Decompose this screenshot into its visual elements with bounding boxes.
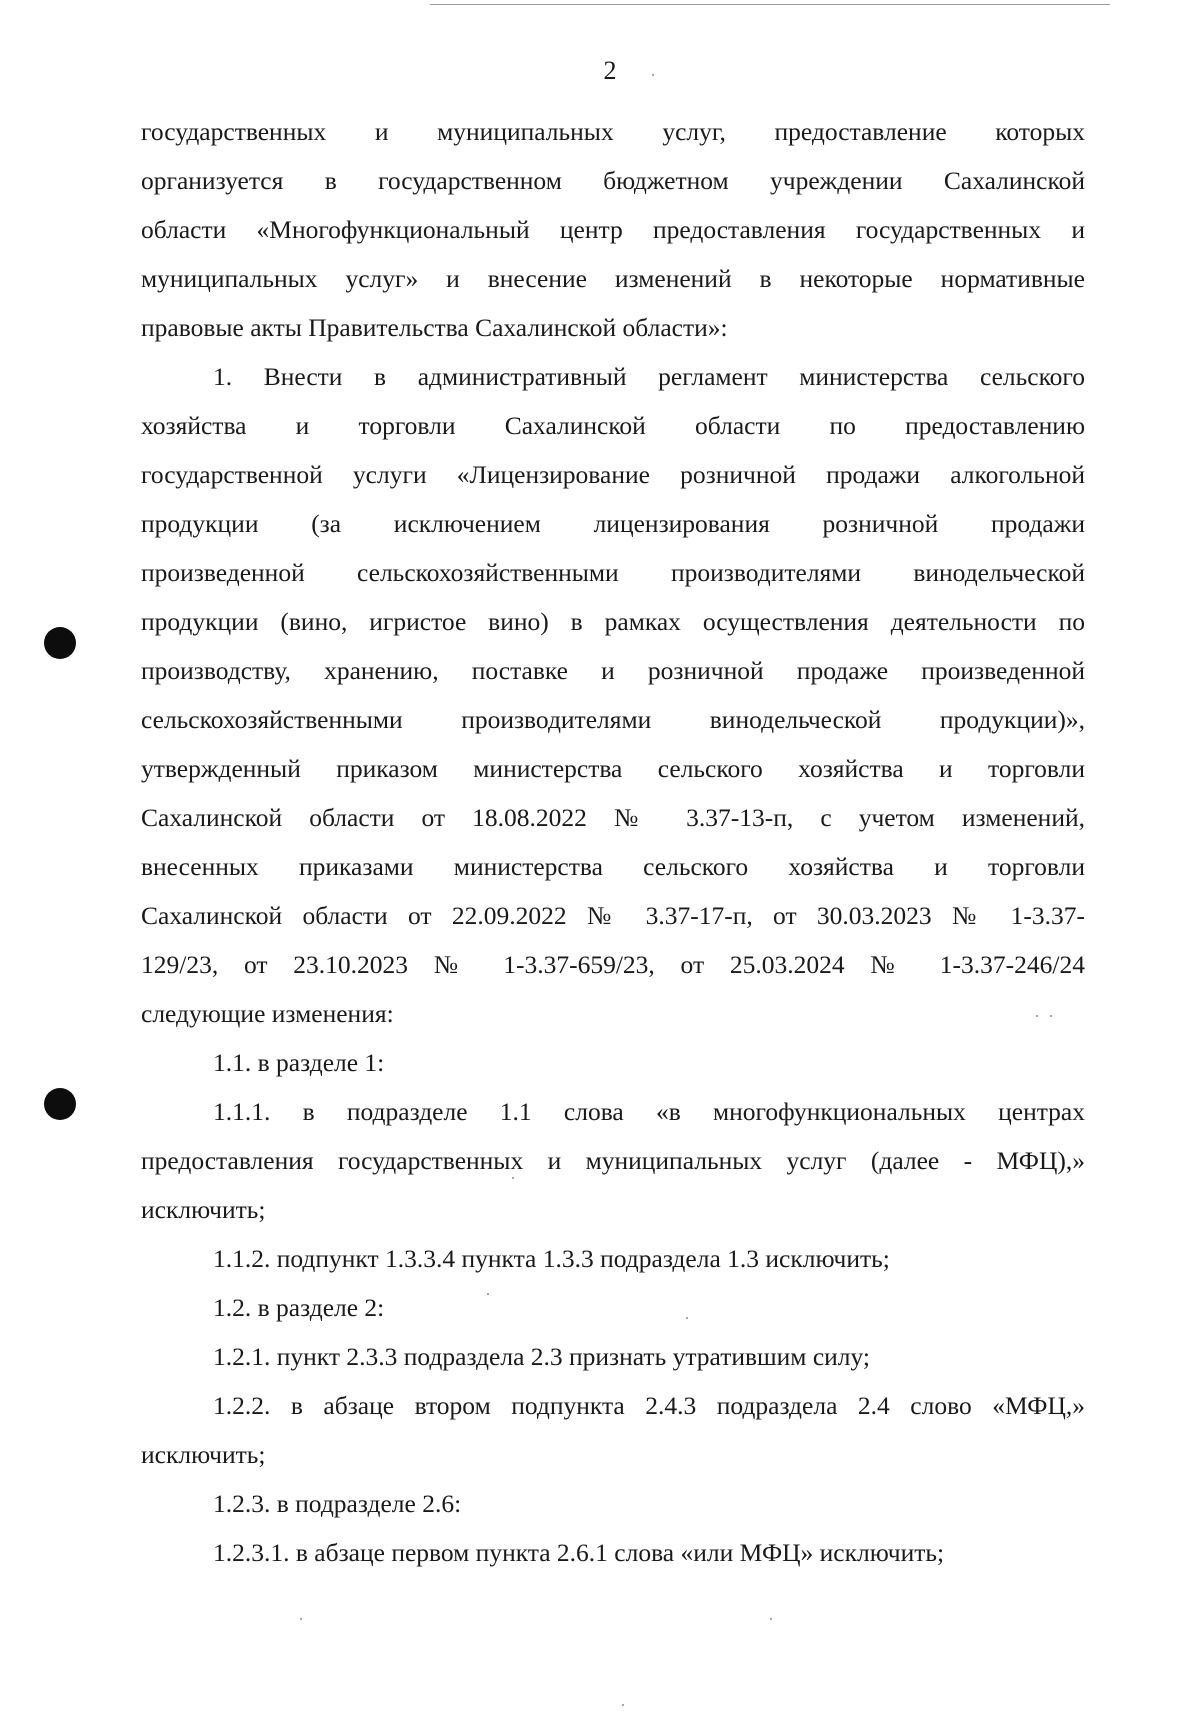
text-line: 1. Внести в административный регламент министерства сельского bbox=[213, 362, 1085, 391]
text-line: 1.1. в разделе 1: bbox=[213, 1048, 385, 1077]
text-line: муниципальных услуг» и внесение изменений в некоторые нормативные bbox=[141, 264, 1085, 293]
text-line: производству, хранению, поставке и розничной продаже произведенной bbox=[141, 656, 1085, 685]
text-line: 129/23, от 23.10.2023 № 1-3.37-659/23, от 25.03.2024 № 1-3.37-246/24 bbox=[141, 950, 1085, 979]
text-line: организуется в государственном бюджетном учреждении Сахалинской bbox=[141, 166, 1085, 195]
text-line: 1.2.1. пункт 2.3.3 подраздела 2.3 признать утратившим силу; bbox=[213, 1342, 871, 1371]
text-line: области «Многофункциональный центр предоставления государственных и bbox=[141, 215, 1085, 244]
scan-speck bbox=[487, 1293, 489, 1295]
scan-speck bbox=[1036, 1015, 1038, 1017]
text-line: внесенных приказами министерства сельского хозяйства и торговли bbox=[141, 852, 1085, 881]
text-line: государственной услуги «Лицензирование розничной продажи алкогольной bbox=[141, 460, 1085, 489]
text-line: 1.2.2. в абзаце втором подпункта 2.4.3 подраздела 2.4 слово «МФЦ,» bbox=[213, 1391, 1085, 1420]
text-line: исключить; bbox=[141, 1195, 266, 1224]
text-line: 1.1.1. в подразделе 1.1 слова «в многофункциональных центрах bbox=[213, 1097, 1085, 1126]
scan-speck bbox=[686, 1317, 688, 1319]
text-line: предоставления государственных и муниципальных услуг (далее - МФЦ),» bbox=[141, 1146, 1085, 1175]
scan-speck bbox=[300, 1618, 302, 1620]
text-line: 1.1.2. подпункт 1.3.3.4 пункта 1.3.3 подраздела 1.3 исключить; bbox=[213, 1244, 890, 1273]
text-line: 1.2.3.1. в абзаце первом пункта 2.6.1 слова «или МФЦ» исключить; bbox=[213, 1538, 945, 1567]
text-line: 1.2.3. в подразделе 2.6: bbox=[213, 1489, 462, 1518]
scan-speck bbox=[652, 74, 654, 76]
text-line: хозяйства и торговли Сахалинской области по предоставлению bbox=[141, 411, 1085, 440]
text-line: следующие изменения: bbox=[141, 999, 394, 1028]
top-edge-rule bbox=[430, 4, 1110, 5]
text-line: правовые акты Правительства Сахалинской области»: bbox=[141, 313, 728, 342]
scan-speck bbox=[622, 1704, 624, 1706]
text-line: произведенной сельскохозяйственными производителями винодельческой bbox=[141, 558, 1085, 587]
page-number: 2 bbox=[603, 56, 617, 85]
text-line: продукции (за исключением лицензирования розничной продажи bbox=[141, 509, 1085, 538]
text-line: государственных и муниципальных услуг, предоставление которых bbox=[141, 117, 1085, 146]
punch-hole-mark bbox=[44, 1088, 76, 1120]
text-line: исключить; bbox=[141, 1440, 266, 1469]
punch-hole-mark bbox=[44, 627, 76, 659]
scan-speck bbox=[512, 1177, 514, 1179]
text-line: Сахалинской области от 22.09.2022 № 3.37-17-п, от 30.03.2023 № 1-3.37- bbox=[141, 901, 1085, 930]
text-line: сельскохозяйственными производителями винодельческой продукции)», bbox=[141, 705, 1085, 734]
text-line: 1.2. в разделе 2: bbox=[213, 1293, 385, 1322]
scan-speck bbox=[770, 1618, 772, 1620]
text-line: утвержденный приказом министерства сельского хозяйства и торговли bbox=[141, 754, 1085, 783]
scan-speck bbox=[1050, 1015, 1052, 1017]
text-line: продукции (вино, игристое вино) в рамках осуществления деятельности по bbox=[141, 607, 1085, 636]
text-line: Сахалинской области от 18.08.2022 № 3.37-13-п, с учетом изменений, bbox=[141, 803, 1085, 832]
